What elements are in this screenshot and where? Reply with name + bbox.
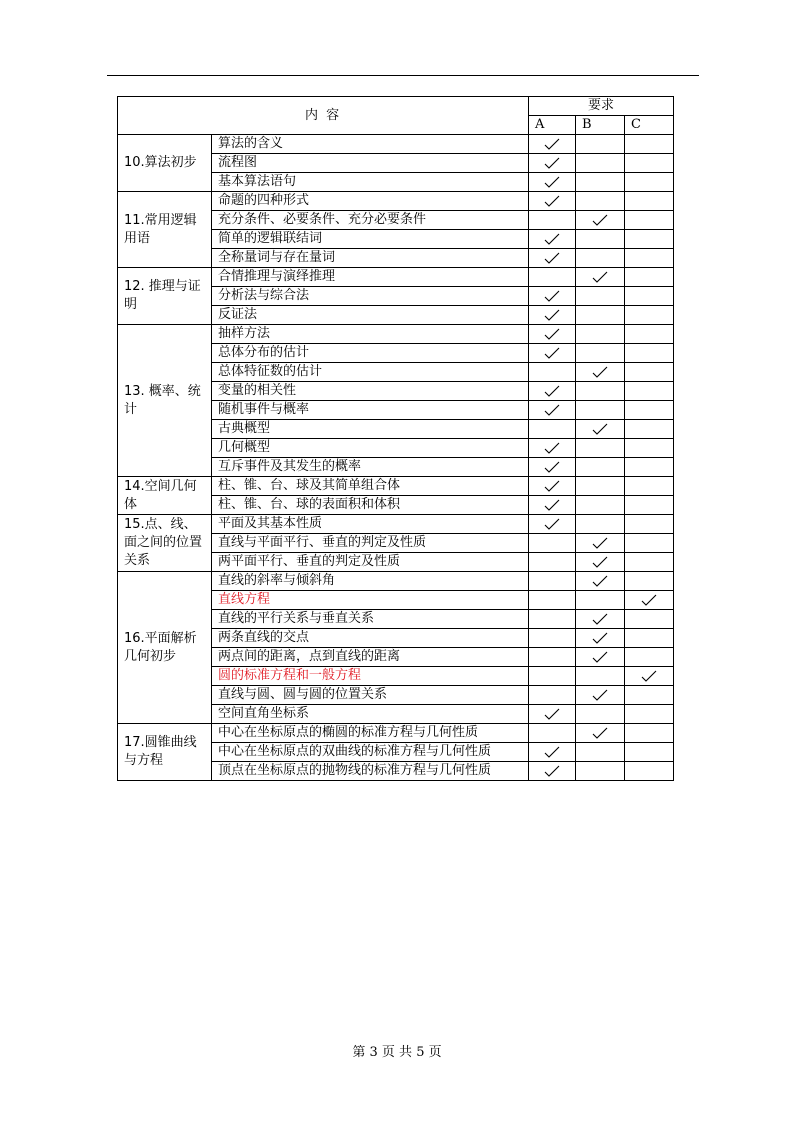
requirements-table: [117, 96, 674, 781]
level-b-cell: [576, 705, 625, 724]
item-label: 中心在坐标原点的双曲线的标准方程与几何性质: [212, 743, 529, 762]
level-b-cell: [576, 591, 625, 610]
level-a-cell: [529, 534, 576, 553]
item-label: 抽样方法: [212, 325, 529, 344]
item-label: 命题的四种形式: [212, 192, 529, 211]
level-a-cell: [529, 287, 576, 306]
level-a-cell: [529, 477, 576, 496]
level-a-cell: [529, 458, 576, 477]
level-c-header: C: [625, 116, 674, 135]
level-b-cell: [576, 211, 625, 230]
level-b-cell: [576, 686, 625, 705]
item-label: 柱、锥、台、球及其简单组合体: [212, 477, 529, 496]
check-icon: [592, 725, 608, 740]
check-icon: [544, 288, 560, 303]
level-c-cell: [625, 686, 674, 705]
item-label: 柱、锥、台、球的表面积和体积: [212, 496, 529, 515]
check-icon: [544, 326, 560, 341]
item-label: 全称量词与存在量词: [212, 249, 529, 268]
level-b-cell: [576, 268, 625, 287]
level-c-cell: [625, 230, 674, 249]
level-a-cell: [529, 401, 576, 420]
level-a-cell: [529, 743, 576, 762]
item-label: 反证法: [212, 306, 529, 325]
table-row: [118, 724, 674, 743]
check-icon: [544, 402, 560, 417]
level-a-cell: [529, 686, 576, 705]
item-label: 两点间的距离，点到直线的距离: [212, 648, 529, 667]
level-c-cell: [625, 268, 674, 287]
item-label: 直线的斜率与倾斜角: [212, 572, 529, 591]
item-label: 顶点在坐标原点的抛物线的标准方程与几何性质: [212, 762, 529, 781]
level-c-cell: [625, 648, 674, 667]
level-a-cell: [529, 363, 576, 382]
level-c-cell: [625, 629, 674, 648]
level-c-cell: [625, 724, 674, 743]
item-label: 充分条件、必要条件、充分必要条件: [212, 211, 529, 230]
level-b-cell: [576, 572, 625, 591]
check-icon: [592, 687, 608, 702]
check-icon: [544, 383, 560, 398]
level-c-cell: [625, 211, 674, 230]
level-c-cell: [625, 439, 674, 458]
level-c-cell: [625, 534, 674, 553]
level-a-cell: [529, 154, 576, 173]
item-label: 两平面平行、垂直的判定及性质: [212, 553, 529, 572]
level-c-cell: [625, 515, 674, 534]
level-b-cell: [576, 610, 625, 629]
item-label: 流程图: [212, 154, 529, 173]
requirement-header: 要求: [529, 97, 674, 116]
level-a-cell: [529, 192, 576, 211]
level-b-cell: [576, 724, 625, 743]
level-a-cell: [529, 591, 576, 610]
table-row: [118, 477, 674, 496]
level-c-cell: [625, 382, 674, 401]
level-c-cell: [625, 344, 674, 363]
level-a-cell: [529, 344, 576, 363]
check-icon: [544, 478, 560, 493]
check-icon: [544, 174, 560, 189]
level-c-cell: [625, 477, 674, 496]
level-c-cell: [625, 458, 674, 477]
level-a-cell: [529, 211, 576, 230]
level-c-cell: [625, 249, 674, 268]
section-title: 17.圆锥曲线与方程: [118, 724, 212, 781]
level-c-cell: [625, 667, 674, 686]
table-row: [118, 135, 674, 154]
level-b-cell: [576, 496, 625, 515]
level-b-cell: [576, 344, 625, 363]
item-label: 总体特征数的估计: [212, 363, 529, 382]
level-a-cell: [529, 667, 576, 686]
item-label: 平面及其基本性质: [212, 515, 529, 534]
level-a-cell: [529, 249, 576, 268]
check-icon: [641, 668, 657, 683]
check-icon: [592, 364, 608, 379]
header-rule: [107, 75, 699, 76]
check-icon: [544, 193, 560, 208]
section-title: 16.平面解析几何初步: [118, 572, 212, 724]
level-a-cell: [529, 420, 576, 439]
level-c-cell: [625, 591, 674, 610]
level-c-cell: [625, 743, 674, 762]
level-b-cell: [576, 230, 625, 249]
check-icon: [544, 497, 560, 512]
level-c-cell: [625, 553, 674, 572]
level-c-cell: [625, 154, 674, 173]
section-title: 14.空间几何体: [118, 477, 212, 515]
level-c-cell: [625, 572, 674, 591]
check-icon: [544, 744, 560, 759]
level-a-cell: [529, 382, 576, 401]
check-icon: [544, 250, 560, 265]
check-icon: [592, 421, 608, 436]
item-label: 古典概型: [212, 420, 529, 439]
check-icon: [592, 212, 608, 227]
section-title: 13. 概率、统计: [118, 325, 212, 477]
table-row: [118, 268, 674, 287]
level-a-cell: [529, 610, 576, 629]
level-b-cell: [576, 629, 625, 648]
item-label: 基本算法语句: [212, 173, 529, 192]
level-b-cell: [576, 382, 625, 401]
level-a-cell: [529, 724, 576, 743]
item-label: 简单的逻辑联结词: [212, 230, 529, 249]
level-b-cell: [576, 192, 625, 211]
level-a-cell: [529, 173, 576, 192]
level-b-cell: [576, 458, 625, 477]
level-c-cell: [625, 705, 674, 724]
level-a-cell: [529, 572, 576, 591]
level-b-cell: [576, 363, 625, 382]
level-c-cell: [625, 287, 674, 306]
item-label: 直线方程: [212, 591, 529, 610]
level-b-cell: [576, 325, 625, 344]
level-c-cell: [625, 135, 674, 154]
level-b-cell: [576, 743, 625, 762]
table-row: [118, 515, 674, 534]
check-icon: [592, 611, 608, 626]
level-b-cell: [576, 762, 625, 781]
level-c-cell: [625, 173, 674, 192]
check-icon: [544, 440, 560, 455]
level-b-cell: [576, 287, 625, 306]
level-b-cell: [576, 667, 625, 686]
check-icon: [544, 307, 560, 322]
check-icon: [544, 136, 560, 151]
item-label: 几何概型: [212, 439, 529, 458]
check-icon: [592, 554, 608, 569]
item-label: 总体分布的估计: [212, 344, 529, 363]
check-icon: [544, 345, 560, 360]
level-a-cell: [529, 230, 576, 249]
check-icon: [592, 649, 608, 664]
section-title: 11.常用逻辑用语: [118, 192, 212, 268]
item-label: 随机事件与概率: [212, 401, 529, 420]
level-c-cell: [625, 363, 674, 382]
level-b-cell: [576, 534, 625, 553]
item-label: 互斥事件及其发生的概率: [212, 458, 529, 477]
level-b-cell: [576, 420, 625, 439]
level-a-header: A: [529, 116, 576, 135]
level-b-header: B: [576, 116, 625, 135]
level-c-cell: [625, 306, 674, 325]
table-row: [118, 572, 674, 591]
level-a-cell: [529, 135, 576, 154]
level-a-cell: [529, 629, 576, 648]
table-row: [118, 325, 674, 344]
item-label: 分析法与综合法: [212, 287, 529, 306]
item-label: 合情推理与演绎推理: [212, 268, 529, 287]
check-icon: [641, 592, 657, 607]
section-title: 10.算法初步: [118, 135, 212, 192]
item-label: 算法的含义: [212, 135, 529, 154]
level-b-cell: [576, 439, 625, 458]
table-row: [118, 192, 674, 211]
level-b-cell: [576, 553, 625, 572]
level-c-cell: [625, 420, 674, 439]
level-a-cell: [529, 268, 576, 287]
level-b-cell: [576, 306, 625, 325]
item-label: 中心在坐标原点的椭圆的标准方程与几何性质: [212, 724, 529, 743]
level-b-cell: [576, 477, 625, 496]
item-label: 空间直角坐标系: [212, 705, 529, 724]
item-label: 直线的平行关系与垂直关系: [212, 610, 529, 629]
level-b-cell: [576, 173, 625, 192]
level-a-cell: [529, 648, 576, 667]
level-a-cell: [529, 325, 576, 344]
level-a-cell: [529, 762, 576, 781]
level-c-cell: [625, 610, 674, 629]
section-title: 12. 推理与证明: [118, 268, 212, 325]
check-icon: [544, 763, 560, 778]
level-a-cell: [529, 306, 576, 325]
item-label: 圆的标准方程和一般方程: [212, 667, 529, 686]
level-b-cell: [576, 135, 625, 154]
level-c-cell: [625, 325, 674, 344]
level-c-cell: [625, 496, 674, 515]
item-label: 直线与平面平行、垂直的判定及性质: [212, 534, 529, 553]
level-c-cell: [625, 192, 674, 211]
check-icon: [592, 630, 608, 645]
level-b-cell: [576, 648, 625, 667]
check-icon: [592, 269, 608, 284]
check-icon: [544, 231, 560, 246]
level-a-cell: [529, 439, 576, 458]
check-icon: [544, 155, 560, 170]
check-icon: [592, 535, 608, 550]
item-label: 变量的相关性: [212, 382, 529, 401]
section-title: 15.点、线、面之间的位置关系: [118, 515, 212, 572]
check-icon: [544, 706, 560, 721]
check-icon: [544, 516, 560, 531]
item-label: 直线与圆、圆与圆的位置关系: [212, 686, 529, 705]
content-header: 内 容: [118, 97, 529, 135]
level-b-cell: [576, 401, 625, 420]
level-a-cell: [529, 496, 576, 515]
level-b-cell: [576, 515, 625, 534]
check-icon: [544, 459, 560, 474]
level-a-cell: [529, 705, 576, 724]
level-c-cell: [625, 762, 674, 781]
level-a-cell: [529, 553, 576, 572]
page-footer: 第 3 页 共 5 页: [352, 1045, 442, 1060]
check-icon: [592, 573, 608, 588]
level-b-cell: [576, 249, 625, 268]
level-b-cell: [576, 154, 625, 173]
level-a-cell: [529, 515, 576, 534]
level-c-cell: [625, 401, 674, 420]
item-label: 两条直线的交点: [212, 629, 529, 648]
